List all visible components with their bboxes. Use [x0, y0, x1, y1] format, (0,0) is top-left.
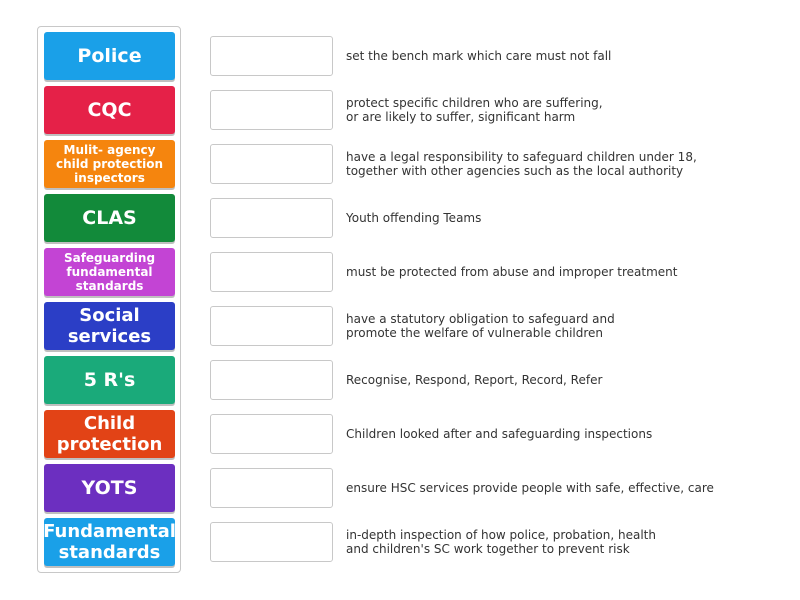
tile-label: 5 R's	[83, 369, 136, 391]
row-description: must be protected from abuse and improper treatment	[346, 265, 678, 279]
row-description: ensure HSC services provide people with safe, effective, care	[346, 481, 714, 495]
row-description: in-depth inspection of how police, probation, health and children's SC work together to prevent risk	[346, 528, 656, 556]
row-description: set the bench mark which care must not fall	[346, 49, 612, 63]
tile-5-rs[interactable]	[44, 356, 175, 404]
drop-slot[interactable]	[210, 198, 333, 238]
row-description: have a legal responsibility to safeguard children under 18, together with other agencies such as the local authority	[346, 150, 697, 178]
tile-label: CQC	[87, 99, 132, 121]
tile-fundamental-standards[interactable]	[44, 518, 175, 566]
row-description: Youth offending Teams	[346, 211, 482, 225]
drop-slot[interactable]	[210, 414, 333, 454]
tile-label: Police	[77, 45, 142, 67]
tile-label: Child protection	[56, 413, 163, 455]
tile-multi-agency-inspectors[interactable]	[44, 140, 175, 188]
tile-label: Fundamental standards	[43, 521, 176, 563]
drop-slot[interactable]	[210, 36, 333, 76]
drop-slot[interactable]	[210, 144, 333, 184]
row-description: Recognise, Respond, Report, Record, Refer	[346, 373, 603, 387]
tile-label: CLAS	[82, 207, 137, 229]
tile-safeguarding-fundamental-standards[interactable]	[44, 248, 175, 296]
drop-slot[interactable]	[210, 468, 333, 508]
row-description: have a statutory obligation to safeguard and promote the welfare of vulnerable children	[346, 312, 615, 340]
drop-slot[interactable]	[210, 252, 333, 292]
row-description: protect specific children who are suffering, or are likely to suffer, significant harm	[346, 96, 603, 124]
tile-child-protection[interactable]	[44, 410, 175, 458]
tile-label: YOTS	[81, 477, 138, 499]
drop-slot[interactable]	[210, 522, 333, 562]
drop-slot[interactable]	[210, 306, 333, 346]
row-description: Children looked after and safeguarding inspections	[346, 427, 653, 441]
tile-label: Mulit- agency child protection inspectors	[55, 143, 164, 185]
drop-slot[interactable]	[210, 90, 333, 130]
tile-social-services[interactable]	[44, 302, 175, 350]
tile-cqc[interactable]	[44, 86, 175, 134]
drop-slot[interactable]	[210, 360, 333, 400]
tile-yots[interactable]	[44, 464, 175, 512]
tile-police[interactable]	[44, 32, 175, 80]
tile-label: Safeguarding fundamental standards	[63, 251, 156, 293]
tile-clas[interactable]	[44, 194, 175, 242]
tile-label: Social services	[67, 305, 152, 347]
